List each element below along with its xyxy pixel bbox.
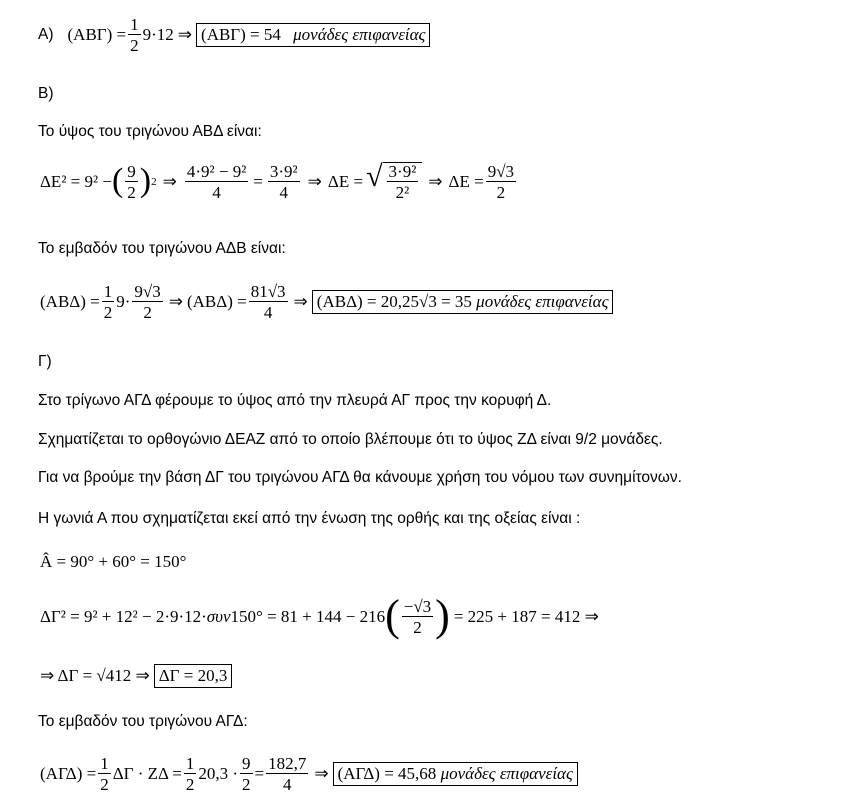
area-agd-result-box: (ΑΓΔ) = 45,68 μονάδες επιφανείας: [333, 762, 578, 786]
part-b-label: Β): [38, 85, 54, 102]
angle-equation: Â = 90° + 60° = 150°: [40, 552, 187, 571]
part-c-line-1: Στο τρίγωνο ΑΓΔ φέρουμε το ύψος από την πλευρά ΑΓ προς την κορυφή Δ.: [38, 392, 552, 409]
part-c-line-3: Για να βρούμε την βάση ΔΓ του τριγώνου ΑΓΔ θα κάνουμε χρήση του νόμου των συνημίτονων.: [38, 469, 682, 486]
part-c-line-2: Σχηματίζεται το ορθογώνιο ΔΕΑΖ από το οποίο βλέπουμε ότι το ύψος ΖΔ είναι 9/2 μονάδες.: [38, 431, 663, 448]
height-intro-text: Το ύψος του τριγώνου ΑΒΔ είναι:: [38, 123, 262, 140]
area-abd-intro-text: Το εμβαδόν του τριγώνου ΑΔΒ είναι:: [38, 240, 286, 257]
part-a-lhs: (ΑΒΓ) =: [67, 25, 127, 44]
part-c-line-4: Η γωνιά Α που σχηματίζεται εκεί από την ένωση της ορθής και της οξείας είναι :: [38, 510, 581, 527]
part-c-label: Γ): [38, 353, 52, 370]
area-abd-result-box: (ΑΒΔ) = 20,25√3 = 35 μονάδες επιφανείας: [312, 290, 614, 314]
implies-arrow: ⇒: [177, 25, 193, 44]
area-agd-equation: (ΑΓΔ) = $\frac{1}{2}$ ΔΓ · ΖΔ = $\frac{1}{2}$ 20,3 · $\frac{9}{2}$ = $\frac{182,7}{4}$ ⇒ (ΑΓΔ) = 45,68 μονάδες επιφανείας: [40, 755, 578, 793]
dg-result-equation: ⇒ ΔΓ = √412 ⇒ ΔΓ = 20,3: [40, 664, 232, 688]
half-fraction: $\frac{1}{2}$: [130, 15, 139, 55]
part-a-product: 9·12: [142, 25, 174, 44]
unit-text: μονάδες επιφανείας: [293, 25, 426, 44]
part-a-result-box: (ΑΒΓ) = 54 μονάδες επιφανείας: [196, 23, 430, 47]
area-abd-equation: (ΑΒΔ) = $\frac{1}{2}$ 9· $\frac{9√3}{2}$ ⇒ (ΑΒΔ) = $\frac{81√3}{4}$ ⇒ (ΑΒΔ) = 20,25√3 = 35 μονάδες επιφανείας: [40, 283, 613, 321]
part-a-label: Α): [38, 26, 54, 43]
area-agd-intro-text: Το εμβαδόν του τριγώνου ΑΓΔ:: [38, 713, 248, 730]
part-a-equation: [38, 16, 430, 54]
height-equation: ΔΕ² = 9² − ( $\frac{9}{2}$ ) 2 ⇒ $\frac{\text{4·9² − 9²}}{4}$ = $\frac{\text{3·9²}}{4}$ ⇒ ΔΕ = √ $\frac{\text{3·9²}}{\text{2²}}$ ⇒ ΔΕ = $\frac{9√3}{2}$: [40, 160, 515, 202]
cosine-law-equation: ΔΓ² = 9² + 12² − 2·9·12· συν 150° = 81 + 144 − 216 ( $\frac{-√3}{2}$ ) = 225 + 187 = 412 ⇒: [40, 591, 599, 640]
dg-result-box: ΔΓ = 20,3: [154, 664, 233, 688]
